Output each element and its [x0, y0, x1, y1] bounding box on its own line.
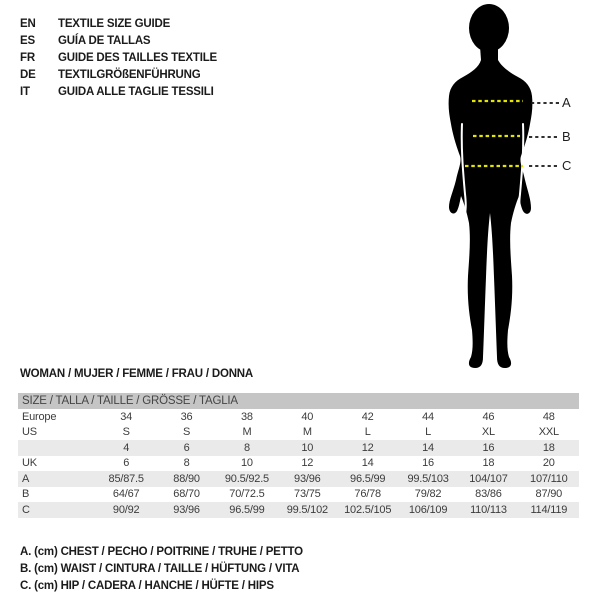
size-cell: XXL — [538, 426, 559, 439]
size-cell: 16 — [422, 457, 434, 470]
size-cell: 12 — [301, 457, 314, 470]
language-title: TEXTILGRÖßENFÜHRUNG — [58, 68, 201, 81]
size-cell: 73/75 — [294, 488, 321, 501]
size-cell: 42 — [361, 410, 374, 423]
table-row — [18, 425, 579, 441]
size-cell: 114/119 — [530, 503, 568, 516]
language-row — [20, 32, 217, 49]
table-row — [18, 487, 579, 503]
size-cell: 96.5/99 — [229, 503, 265, 516]
size-cell: 38 — [241, 410, 253, 423]
size-cell: 14 — [361, 457, 374, 470]
gender-title: WOMAN / MUJER / FEMME / FRAU / DONNA — [20, 368, 254, 380]
size-table-body — [18, 409, 579, 518]
size-cell: 93/96 — [173, 503, 200, 516]
size-cell: 90.5/92.5 — [224, 472, 269, 485]
row-label: US — [22, 426, 37, 439]
size-cell: M — [302, 426, 312, 439]
size-cell: 106/109 — [408, 503, 448, 516]
size-table-header-label: SIZE / TALLA / TAILLE / GRÖSSE / TAGLIA — [22, 395, 238, 407]
language-title: TEXTILE SIZE GUIDE — [58, 17, 171, 30]
language-title: GUIDA ALLE TAGLIE TESSILI — [58, 85, 214, 98]
size-cell: 40 — [301, 410, 314, 423]
language-code: EN — [20, 17, 36, 30]
size-cell: 16 — [482, 441, 495, 454]
size-cell: 20 — [542, 457, 555, 470]
size-cell: 76/78 — [354, 488, 381, 501]
size-cell: 10 — [241, 457, 253, 470]
size-cell: 68/70 — [173, 488, 200, 501]
woman-silhouette-figure — [413, 2, 565, 370]
measure-label-b: B — [562, 129, 571, 144]
size-cell: 99.5/102 — [286, 503, 328, 516]
table-row — [18, 409, 579, 425]
legend-line: A. (cm) CHEST / PECHO / POITRINE / TRUHE / PETTO — [20, 545, 303, 558]
size-cell: 12 — [361, 441, 374, 454]
measure-label-c: C — [562, 158, 572, 173]
language-code: IT — [20, 85, 30, 98]
size-cell: 18 — [542, 441, 555, 454]
size-cell: L — [425, 426, 432, 439]
size-cell: S — [182, 426, 191, 439]
size-cell: 83/86 — [475, 488, 502, 501]
size-cell: 88/90 — [173, 472, 200, 485]
language-row — [20, 15, 217, 32]
row-label: A — [22, 472, 30, 485]
size-cell: 46 — [482, 410, 495, 423]
language-row — [20, 83, 217, 100]
language-code: ES — [20, 34, 35, 47]
size-cell: 93/96 — [294, 472, 321, 485]
size-cell: 90/92 — [112, 503, 140, 516]
size-cell: 99.5/103 — [407, 472, 449, 485]
size-cell: 6 — [183, 441, 190, 454]
language-title: GUÍA DE TALLAS — [58, 34, 151, 47]
size-cell: 85/87.5 — [108, 472, 144, 485]
language-row — [20, 66, 217, 83]
size-cell: 14 — [422, 441, 434, 454]
table-row — [18, 440, 579, 456]
language-code: FR — [20, 51, 35, 64]
measure-label-a: A — [562, 95, 571, 110]
size-cell: 104/107 — [469, 472, 508, 485]
size-cell: 70/72.5 — [229, 488, 265, 501]
table-row — [18, 502, 579, 518]
size-cell: XL — [481, 426, 495, 439]
language-list — [20, 15, 217, 100]
legend-line: C. (cm) HIP / CADERA / HANCHE / HÜFTE / HIPS — [20, 579, 274, 592]
table-row — [18, 471, 579, 487]
language-code: DE — [20, 68, 36, 81]
size-cell: 8 — [183, 457, 190, 470]
language-title: GUIDE DES TAILLES TEXTILE — [58, 51, 217, 64]
size-cell: 110/113 — [470, 503, 507, 516]
language-row — [20, 49, 217, 66]
size-cell: L — [364, 426, 371, 439]
size-cell: 107/110 — [530, 472, 568, 485]
size-table — [18, 393, 579, 518]
size-cell: 44 — [422, 410, 434, 423]
row-label: UK — [22, 457, 37, 470]
size-cell: 4 — [123, 441, 130, 454]
size-table-header — [18, 393, 579, 409]
size-cell: 10 — [301, 441, 314, 454]
table-row — [18, 456, 579, 472]
row-label: C — [22, 503, 30, 516]
size-cell: 6 — [123, 457, 130, 470]
legend-line: B. (cm) WAIST / CINTURA / TAILLE / HÜFTUNG / VITA — [20, 562, 300, 575]
size-cell: 18 — [482, 457, 495, 470]
size-cell: 102.5/105 — [344, 503, 392, 516]
size-cell: S — [122, 426, 130, 439]
size-cell: 64/67 — [112, 488, 140, 501]
size-cell: 79/82 — [414, 488, 442, 501]
size-cell: 34 — [120, 410, 133, 423]
size-cell: M — [242, 426, 252, 439]
size-cell: 36 — [180, 410, 193, 423]
row-label: B — [22, 488, 30, 501]
size-cell: 8 — [243, 441, 250, 454]
size-cell: 48 — [542, 410, 555, 423]
silhouette-head — [469, 4, 509, 52]
size-cell: 96.5/99 — [350, 472, 386, 485]
size-cell: 87/90 — [535, 488, 563, 501]
row-label: Europe — [22, 410, 57, 423]
measurement-legend — [20, 543, 303, 594]
